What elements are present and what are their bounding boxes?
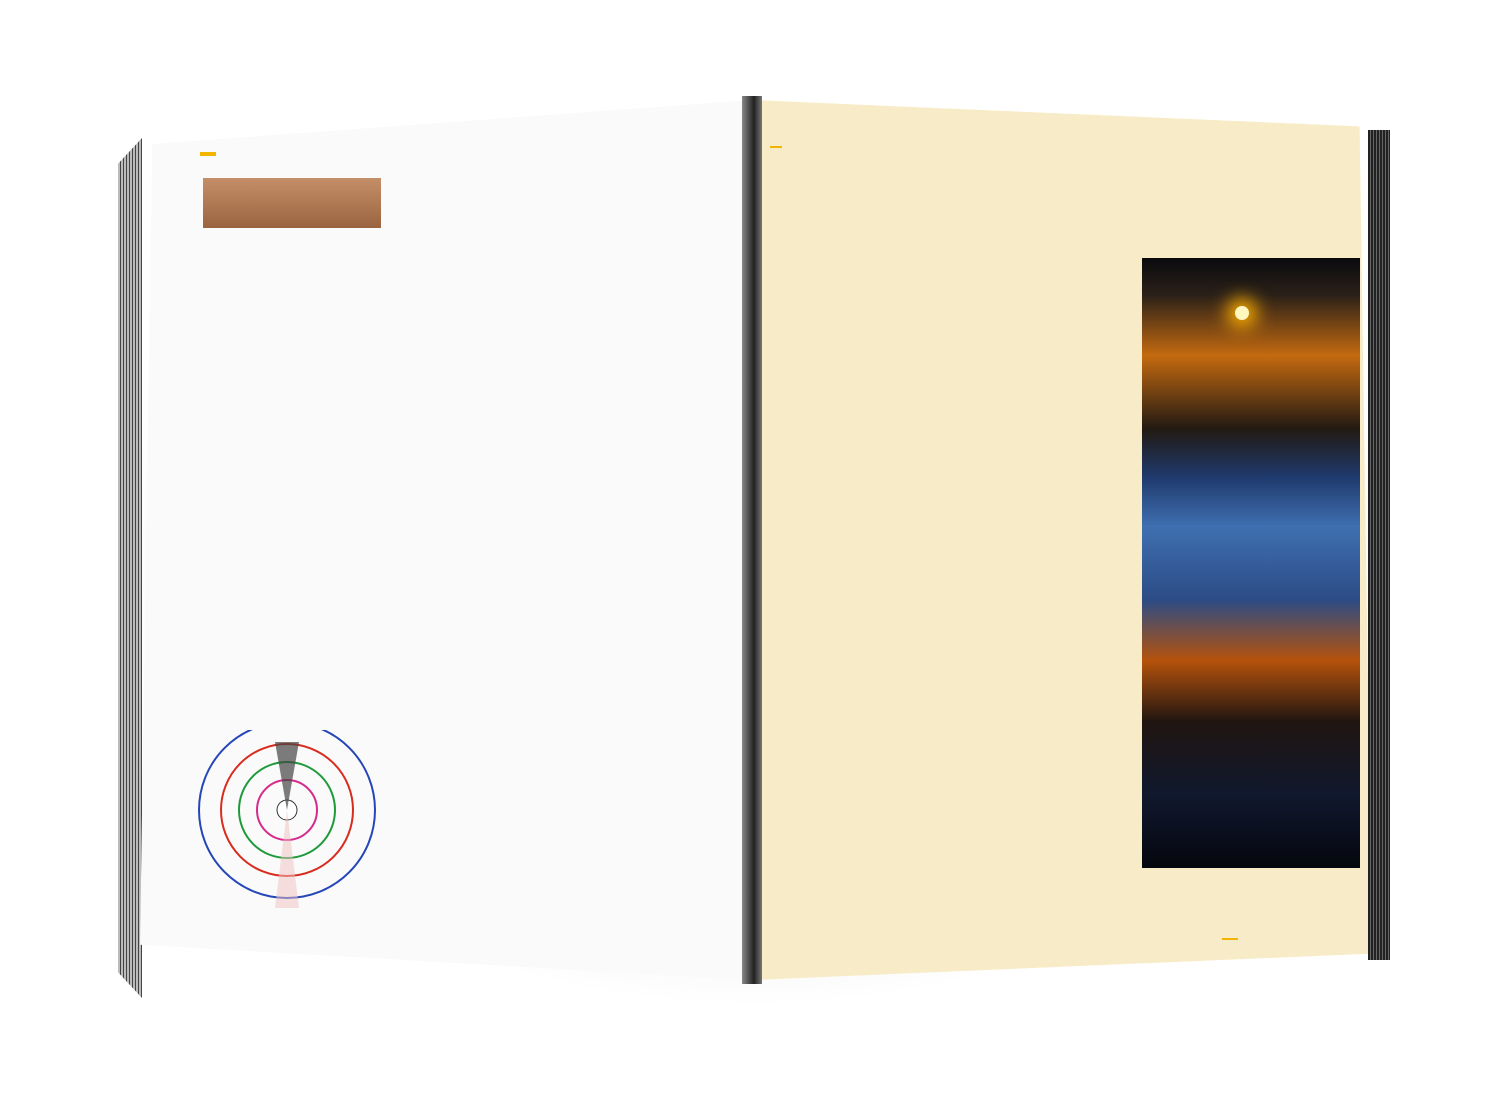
left-page: [140, 100, 752, 980]
orbit-diagram: [195, 730, 385, 920]
month-tag-footer: [1222, 938, 1238, 940]
satellite-trajectories-diagram: [200, 228, 390, 722]
book-spine: [742, 96, 762, 984]
phenomena-table: [396, 294, 746, 814]
month-tag: [200, 152, 216, 156]
left-page-stack: [118, 138, 142, 998]
red-spot-columns: [396, 150, 746, 280]
right-page: [752, 100, 1372, 980]
month-tag-right: [770, 146, 782, 148]
twilight-photo: [1142, 258, 1360, 868]
satellites-banner: [203, 178, 381, 228]
right-page-stack: [1368, 130, 1390, 960]
sun-icon: [1235, 306, 1249, 320]
